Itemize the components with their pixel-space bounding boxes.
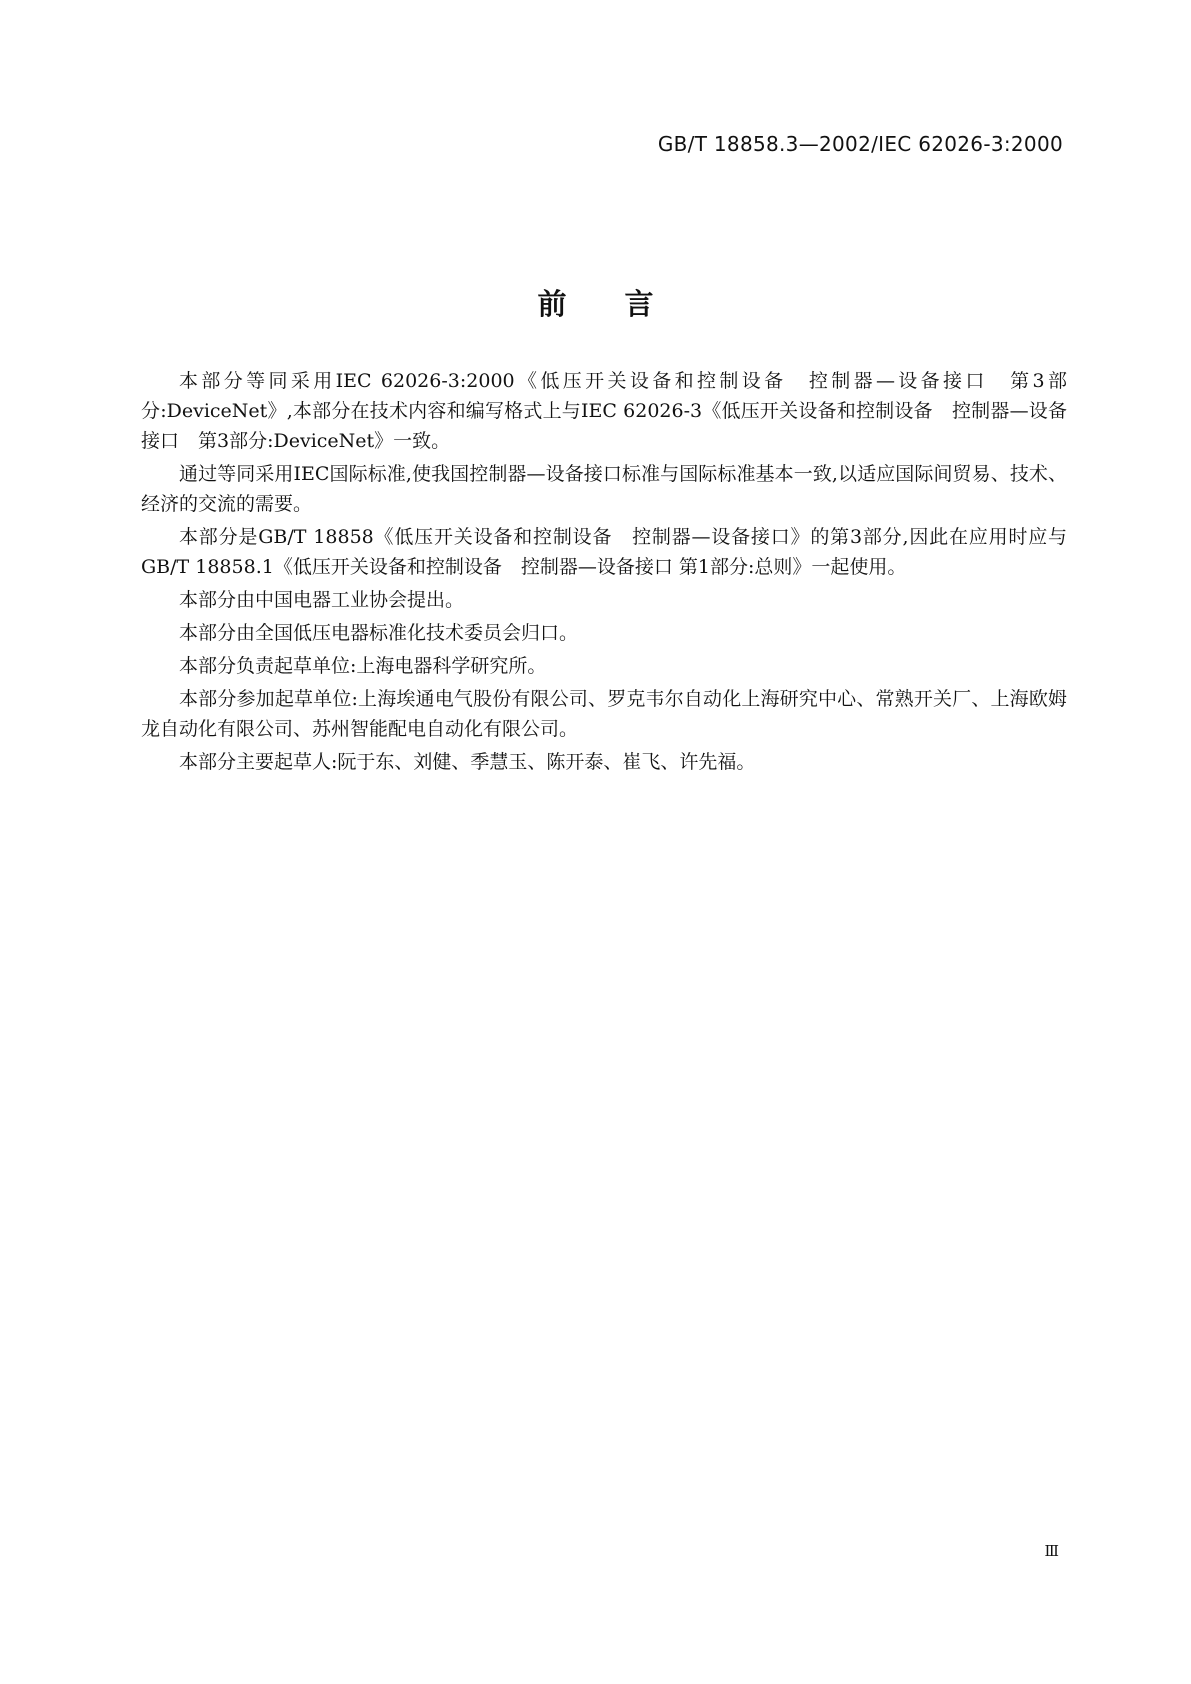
paragraph-drafters: 本部分主要起草人:阮于东、刘健、季慧玉、陈开泰、崔飞、许先福。 xyxy=(179,751,756,773)
standard-number-header: GB/T 18858.3—2002/IEC 62026-3:2000 xyxy=(657,132,1063,156)
page-number: Ⅲ xyxy=(1044,1542,1059,1560)
paragraph-committee: 本部分由全国低压电器标准化技术委员会归口。 xyxy=(179,622,579,644)
page-title: 前言 xyxy=(537,287,712,321)
paragraph-purpose: 通过等同采用IEC国际标准,使我国控制器—设备接口标准与国际标准基本一致,以适应国际间贸易、技术、经济的交流的需要。 xyxy=(141,463,1067,515)
paragraph-adoption: 本部分等同采用IEC 62026-3:2000《低压开关设备和控制设备 控制器—设备接口 第3部分:DeviceNet》,本部分在技术内容和编写格式上与IEC 62026-3《低压开关设备和控制设备 控制器—设备接口 第3部分:DeviceNet》一致。 xyxy=(141,370,1067,452)
paragraph-part-relation: 本部分是GB/T 18858《低压开关设备和控制设备 控制器—设备接口》的第3部分,因此在应用时应与GB/T 18858.1《低压开关设备和控制设备 控制器—设备接口 第1部分:总则》一起使用。 xyxy=(141,526,1067,578)
foreword-body xyxy=(141,366,1067,780)
paragraph-proposer: 本部分由中国电器工业协会提出。 xyxy=(179,589,465,611)
paragraph-participating-units: 本部分参加起草单位:上海埃通电气股份有限公司、罗克韦尔自动化上海研究中心、常熟开关厂、上海欧姆龙自动化有限公司、苏州智能配电自动化有限公司。 xyxy=(141,688,1067,740)
paragraph-drafting-unit: 本部分负责起草单位:上海电器科学研究所。 xyxy=(179,655,547,677)
